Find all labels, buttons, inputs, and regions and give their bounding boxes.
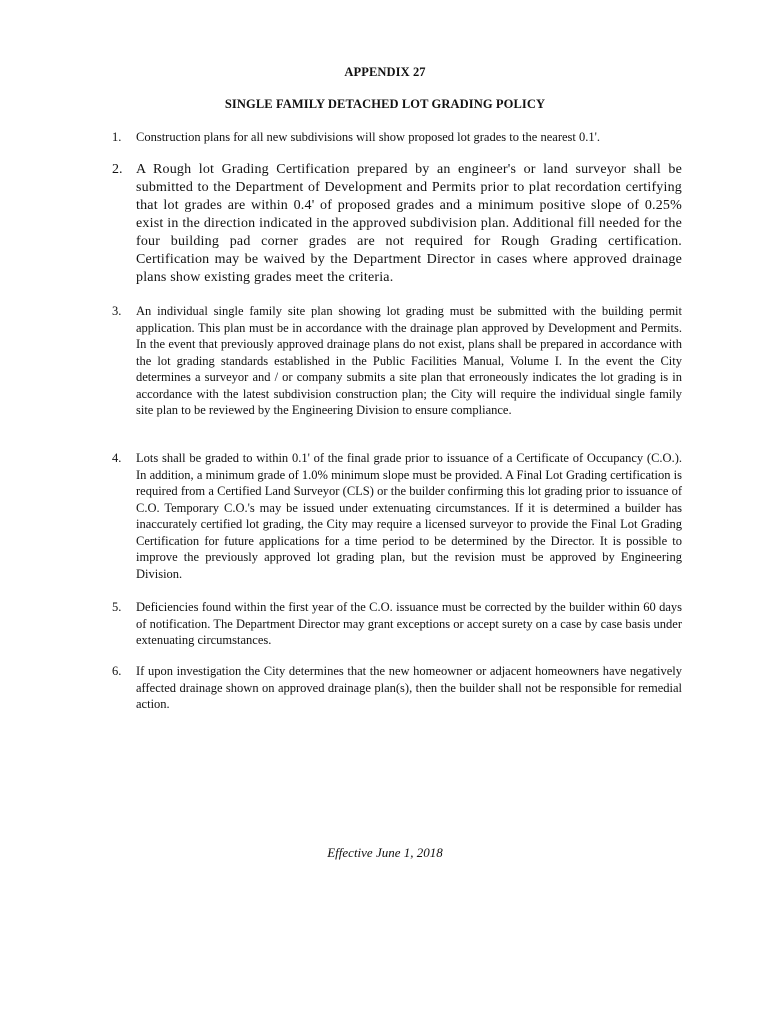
- item-number: 2.: [112, 162, 123, 177]
- effective-date: Effective June 1, 2018: [327, 845, 443, 860]
- item-text: An individual single family site plan showing lot grading must be submitted with the building permit application. This plan must be in accordance with the drainage plan approved by Development and Permits. In the event that previously approved drainage plans do not exist, plans shall be prepared in accordance with the lot grading standards established in the Public Facilities Manual, Volume I. In the event the City determines a surveyor and / or company submits a site plan that erroneously indicates the lot grading is in accordance with the latest subdivision construction plan; the City will require the individual single family site plan to be reviewed by the Engineering Division to ensure compliance.: [136, 304, 682, 417]
- item-number: 6.: [112, 664, 122, 678]
- item-number: 1.: [112, 130, 122, 144]
- item-number: 5.: [112, 600, 122, 614]
- item-text: A Rough lot Grading Certification prepared by an engineer's or land surveyor shall be submitted to the Department of Development and Permits prior to plat recordation certifying that lot grades are within 0.4' of proposed grades and a minimum positive slope of 0.25% exist in the direction indicated in the approved subdivision plan. Additional fill needed for the four building pad corner grades are not required for Rough Grading certification. Certification may be waived by the Department Director in cases where approved drainage plans show existing grades meet the criteria.: [136, 162, 682, 285]
- item-text: If upon investigation the City determines that the new homeowner or adjacent homeowners have negatively affected drainage shown on approved drainage plan(s), then the builder shall not be responsible for remedial action.: [136, 664, 682, 711]
- item-number: 4.: [112, 451, 122, 465]
- policy-title: SINGLE FAMILY DETACHED LOT GRADING POLICY: [224, 97, 546, 111]
- appendix-heading: APPENDIX 27: [344, 65, 426, 79]
- item-number: 3.: [112, 304, 122, 318]
- item-text: Construction plans for all new subdivisions will show proposed lot grades to the nearest 0.1'.: [136, 130, 600, 144]
- item-text: Deficiencies found within the first year of the C.O. issuance must be corrected by the builder within 60 days of notification. The Department Director may grant exceptions or accept surety on a case by case basis under extenuating circumstances.: [136, 600, 682, 647]
- item-text: Lots shall be graded to within 0.1' of the final grade prior to issuance of a Certificate of Occupancy (C.O.). In addition, a minimum grade of 1.0% minimum slope must be provided. A Final Lot Grading certification is required from a Certified Land Surveyor (CLS) or the builder confirming this lot grading prior to issuance of C.O. Temporary C.O.'s may be issued under extenuating circumstances. If it is determined a builder has inaccurately certified lot grading, the City may require a licensed surveyor to provide the Final Lot Grading Certification for future applications for a time period to be determined by the Director. It is possible to improve the previously approved lot grading plan, but the revision must be approved by Engineering Division.: [136, 451, 682, 581]
